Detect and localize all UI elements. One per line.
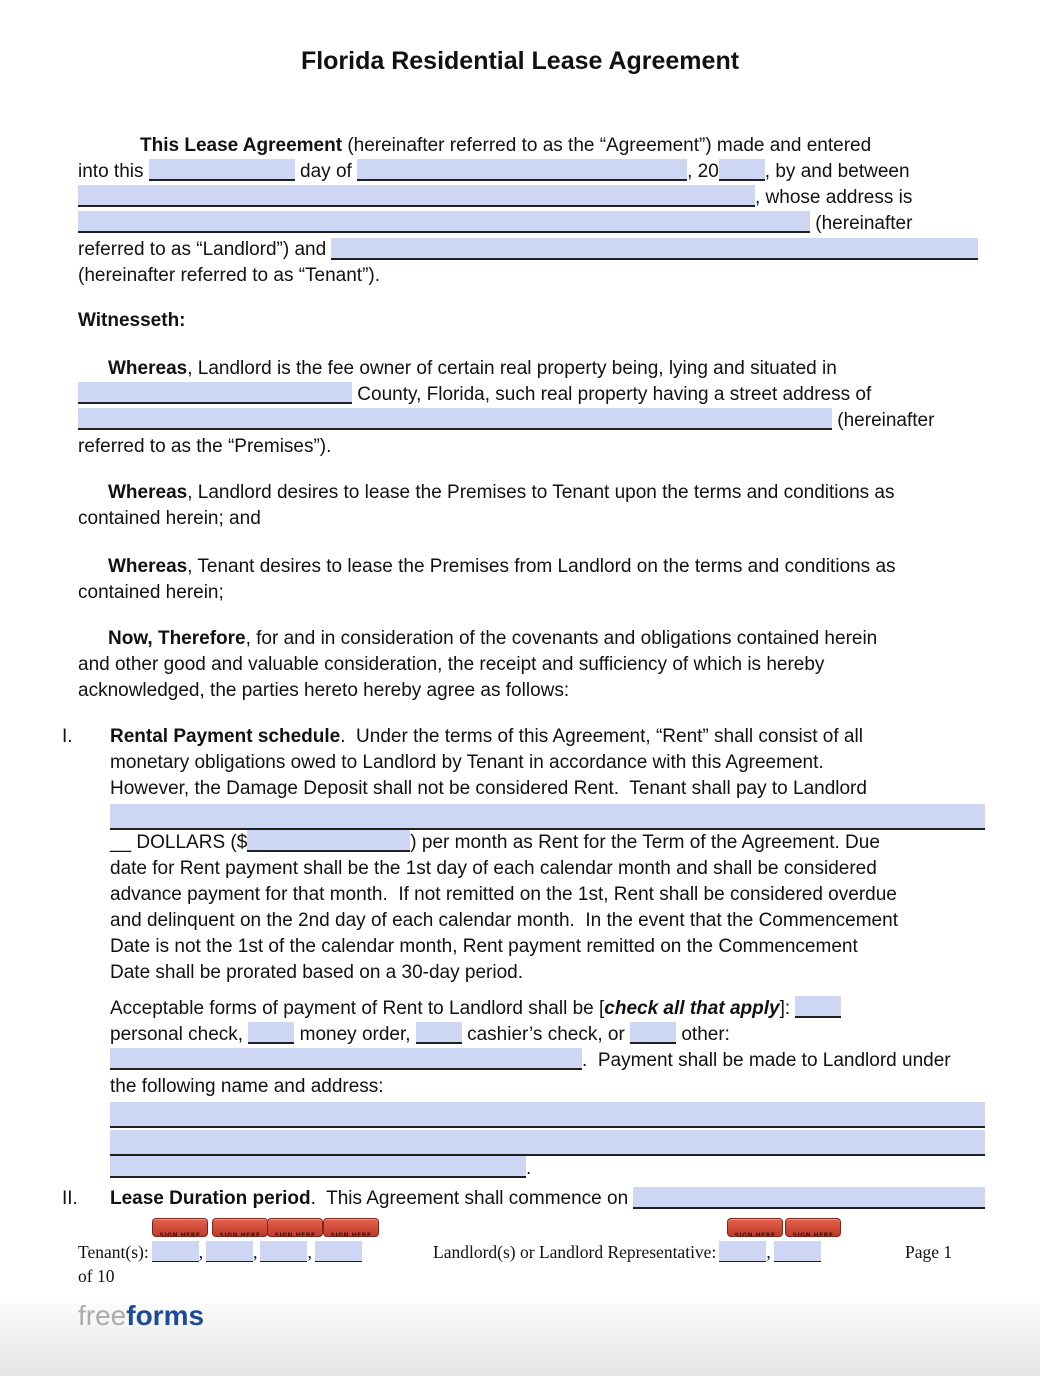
- text-run: . Payment shall be made to Landlord under: [582, 1050, 951, 1071]
- whereas-bold: Whereas: [108, 556, 188, 577]
- payment-forms-paragraph: [110, 996, 985, 1182]
- footer-landlord-initials: [433, 1240, 821, 1264]
- whereas3-line-1: [78, 554, 978, 580]
- whereas2-line-2: [78, 506, 978, 532]
- payment-line-2: [110, 1022, 985, 1048]
- text-run: (hereinafter referred to as the “Agreement”) made and entered: [342, 135, 872, 156]
- text-run: referred to as the “Premises”).: [78, 436, 332, 457]
- sign-here-tab-label: SIGN HERE: [792, 1232, 834, 1237]
- sign-here-tab[interactable]: [785, 1218, 841, 1237]
- text-run: , Landlord is the fee owner of certain real property being, lying and situated in: [187, 358, 837, 379]
- comma: ,: [766, 1242, 771, 1262]
- text-run: (hereinafter: [832, 410, 935, 431]
- logo-forms: forms: [126, 1300, 205, 1331]
- item1-line-6: [110, 856, 985, 882]
- whereas-1-paragraph: [78, 356, 978, 460]
- whereas3-line-2: [78, 580, 978, 606]
- text-run: , by and between: [764, 161, 910, 182]
- text-run: acknowledged, the parties hereto hereby agree as follows:: [78, 680, 570, 701]
- payment-line-1: [110, 996, 985, 1022]
- therefore-line-1: [78, 626, 978, 652]
- payment-line-6: [110, 1130, 985, 1156]
- text-run: contained herein;: [78, 582, 224, 603]
- tenant-initial-blank-field[interactable]: [206, 1241, 253, 1262]
- landlord-name-blank-field[interactable]: [78, 185, 755, 207]
- witnesseth-heading: [78, 308, 978, 334]
- text-run: ]:: [779, 998, 796, 1019]
- item1-line-2: [110, 750, 985, 776]
- text-run: day of: [294, 161, 358, 182]
- payment-line-5: [110, 1102, 985, 1128]
- text-run: , whose address is: [755, 187, 913, 208]
- text-run: and delinquent on the 2nd day of each calendar month. In the event that the Commencement: [110, 910, 898, 931]
- intro-line-4: [78, 211, 978, 237]
- text-run: into this: [78, 161, 149, 182]
- page-number-wrap: of 10: [78, 1266, 115, 1286]
- text-run: Acceptable forms of payment of Rent to Landlord shall be [: [110, 998, 605, 1019]
- sign-here-tab[interactable]: [267, 1218, 323, 1237]
- item1-line-8: [110, 908, 985, 934]
- whereas-3-paragraph: [78, 554, 978, 606]
- text-run: (hereinafter referred to as “Tenant”).: [78, 265, 381, 286]
- text-run: . Under the terms of this Agreement, “Rent” shall consist of all: [340, 726, 863, 747]
- text-run: personal check,: [110, 1024, 249, 1045]
- checkbox-blank-field[interactable]: [248, 1022, 294, 1044]
- landlord-address-blank-field[interactable]: [78, 211, 810, 233]
- witnesseth-label: Witnesseth:: [78, 310, 186, 331]
- sign-here-tab-label: SIGN HERE: [159, 1232, 201, 1237]
- text-run: , Landlord desires to lease the Premises to Tenant upon the terms and conditions as: [187, 482, 895, 503]
- item1-line-10: [110, 960, 985, 986]
- whereas1-line-4: [78, 434, 978, 460]
- sign-here-tab-label: SIGN HERE: [274, 1232, 316, 1237]
- sign-here-tab[interactable]: [152, 1218, 208, 1237]
- therefore-paragraph: [78, 626, 978, 704]
- section-1-heading: Rental Payment schedule: [110, 726, 341, 747]
- check-all-that-apply: check all that apply: [604, 998, 780, 1019]
- item1-line-3: [110, 776, 985, 802]
- item1-line-5: [110, 830, 985, 856]
- whereas2-line-1: [78, 480, 978, 506]
- page-title: Florida Residential Lease Agreement: [300, 47, 740, 75]
- section-2-lease-duration: [62, 1186, 985, 1212]
- text-run: However, the Damage Deposit shall not be considered Rent. Tenant shall pay to Landlord: [110, 778, 867, 799]
- sign-here-tab-label: SIGN HERE: [219, 1232, 261, 1237]
- payee-name-blank-field[interactable]: [110, 1102, 985, 1128]
- therefore-bold: Now, Therefore: [108, 628, 246, 649]
- payee-address-2-blank-field[interactable]: [110, 1156, 526, 1178]
- intro-line-2: [78, 159, 978, 185]
- comma: ,: [253, 1242, 258, 1262]
- whereas-2-paragraph: [78, 480, 978, 532]
- text-run: date for Rent payment shall be the 1st day of each calendar month and shall be considered: [110, 858, 877, 879]
- landlord-initial-blank-field[interactable]: [774, 1241, 821, 1262]
- commencement-date-blank-field[interactable]: [633, 1187, 985, 1209]
- text-run: . This Agreement shall commence on: [310, 1188, 634, 1209]
- sign-here-tab[interactable]: [323, 1218, 379, 1237]
- page-number: Page 1: [905, 1242, 953, 1262]
- tenant-initial-blank-field[interactable]: [315, 1241, 362, 1262]
- year-blank-field[interactable]: [719, 159, 765, 181]
- text-run: and other good and valuable consideration, the receipt and sufficiency of which is hereby: [78, 654, 825, 675]
- payment-line-7: [110, 1156, 985, 1182]
- section-2-heading: Lease Duration period: [110, 1188, 311, 1209]
- tenant-initial-blank-field[interactable]: [260, 1241, 307, 1262]
- footer-tenants-initials: [78, 1240, 362, 1264]
- text-run: County, Florida, such real property having a street address of: [352, 384, 872, 405]
- text-run: , for and in consideration of the covenants and obligations contained herein: [245, 628, 878, 649]
- freeforms-logo: [78, 1300, 204, 1332]
- therefore-line-2: [78, 652, 978, 678]
- tenants-label: Tenant(s):: [78, 1242, 149, 1262]
- therefore-line-3: [78, 678, 978, 704]
- comma: ,: [198, 1242, 204, 1262]
- rent-amount-words-blank-field[interactable]: [110, 804, 985, 830]
- intro-line-6: [78, 263, 978, 289]
- text-run: monetary obligations owed to Landlord by Tenant in accordance with this Agreement.: [110, 752, 824, 773]
- whereas-bold: Whereas: [108, 358, 188, 379]
- sign-here-tab[interactable]: [212, 1218, 268, 1237]
- intro-line-3: [78, 185, 978, 211]
- sign-here-tab-label: SIGN HERE: [330, 1232, 372, 1237]
- county-blank-field[interactable]: [78, 382, 352, 404]
- item2-line-1: [110, 1186, 985, 1212]
- checkbox-blank-field[interactable]: [416, 1022, 462, 1044]
- payment-line-4: [110, 1074, 985, 1100]
- whereas1-line-1: [78, 356, 978, 382]
- month-blank-field[interactable]: [357, 159, 687, 181]
- section-1-rental-payment: [62, 724, 985, 986]
- text-run: money order,: [294, 1024, 416, 1045]
- text-run: the following name and address:: [110, 1076, 384, 1097]
- landlord-label: Landlord(s) or Landlord Representative:: [433, 1242, 717, 1262]
- checkbox-blank-field[interactable]: [795, 996, 841, 1018]
- text-run: __ DOLLARS ($: [110, 832, 248, 853]
- intro-paragraph: [78, 133, 978, 289]
- rent-amount-number-blank-field[interactable]: [247, 830, 410, 852]
- text-run: ) per month as Rent for the Term of the Agreement. Due: [410, 832, 880, 853]
- text-run: referred to as “Landlord”) and: [78, 239, 332, 260]
- item1-line-1: [110, 724, 985, 750]
- text-run: advance payment for that month. If not remitted on the 1st, Rent shall be considered overdue: [110, 884, 897, 905]
- whereas-bold: Whereas: [108, 482, 188, 503]
- intro-line-1: [78, 133, 978, 159]
- payment-line-3: [110, 1048, 985, 1074]
- text-run: other:: [676, 1024, 730, 1045]
- street-address-blank-field[interactable]: [78, 408, 832, 430]
- sign-here-tab-label: SIGN HERE: [734, 1232, 776, 1237]
- day-blank-field[interactable]: [149, 159, 295, 181]
- landlord-initial-blank-field[interactable]: [719, 1241, 766, 1262]
- text-run: cashier’s check, or: [461, 1024, 631, 1045]
- text-run: .: [526, 1158, 532, 1179]
- section-2-numeral: II.: [62, 1188, 78, 1209]
- text-run: Date shall be prorated based on a 30-day period.: [110, 962, 523, 983]
- text-run: Date is not the 1st of the calendar month, Rent payment remitted on the Commencement: [110, 936, 858, 957]
- other-payment-blank-field[interactable]: [110, 1048, 582, 1070]
- payee-address-blank-field[interactable]: [110, 1130, 985, 1156]
- whereas1-line-3: [78, 408, 978, 434]
- text-run: contained herein; and: [78, 508, 261, 529]
- text-run: (hereinafter: [810, 213, 913, 234]
- logo-free: free: [78, 1300, 127, 1331]
- tenant-name-blank-field[interactable]: [331, 238, 978, 260]
- text-run: , 20: [687, 161, 719, 182]
- item1-line-4: [110, 804, 985, 830]
- sign-here-tab[interactable]: [727, 1218, 783, 1237]
- comma: ,: [307, 1242, 312, 1262]
- item1-line-9: [110, 934, 985, 960]
- item1-line-7: [110, 882, 985, 908]
- intro-lead-bold: This Lease Agreement: [140, 135, 343, 156]
- whereas1-line-2: [78, 382, 978, 408]
- tenant-initial-blank-field[interactable]: [152, 1241, 199, 1262]
- section-1-numeral: I.: [62, 726, 73, 747]
- intro-line-5: [78, 237, 978, 263]
- text-run: , Tenant desires to lease the Premises from Landlord on the terms and conditions as: [187, 556, 896, 577]
- checkbox-blank-field[interactable]: [630, 1022, 676, 1044]
